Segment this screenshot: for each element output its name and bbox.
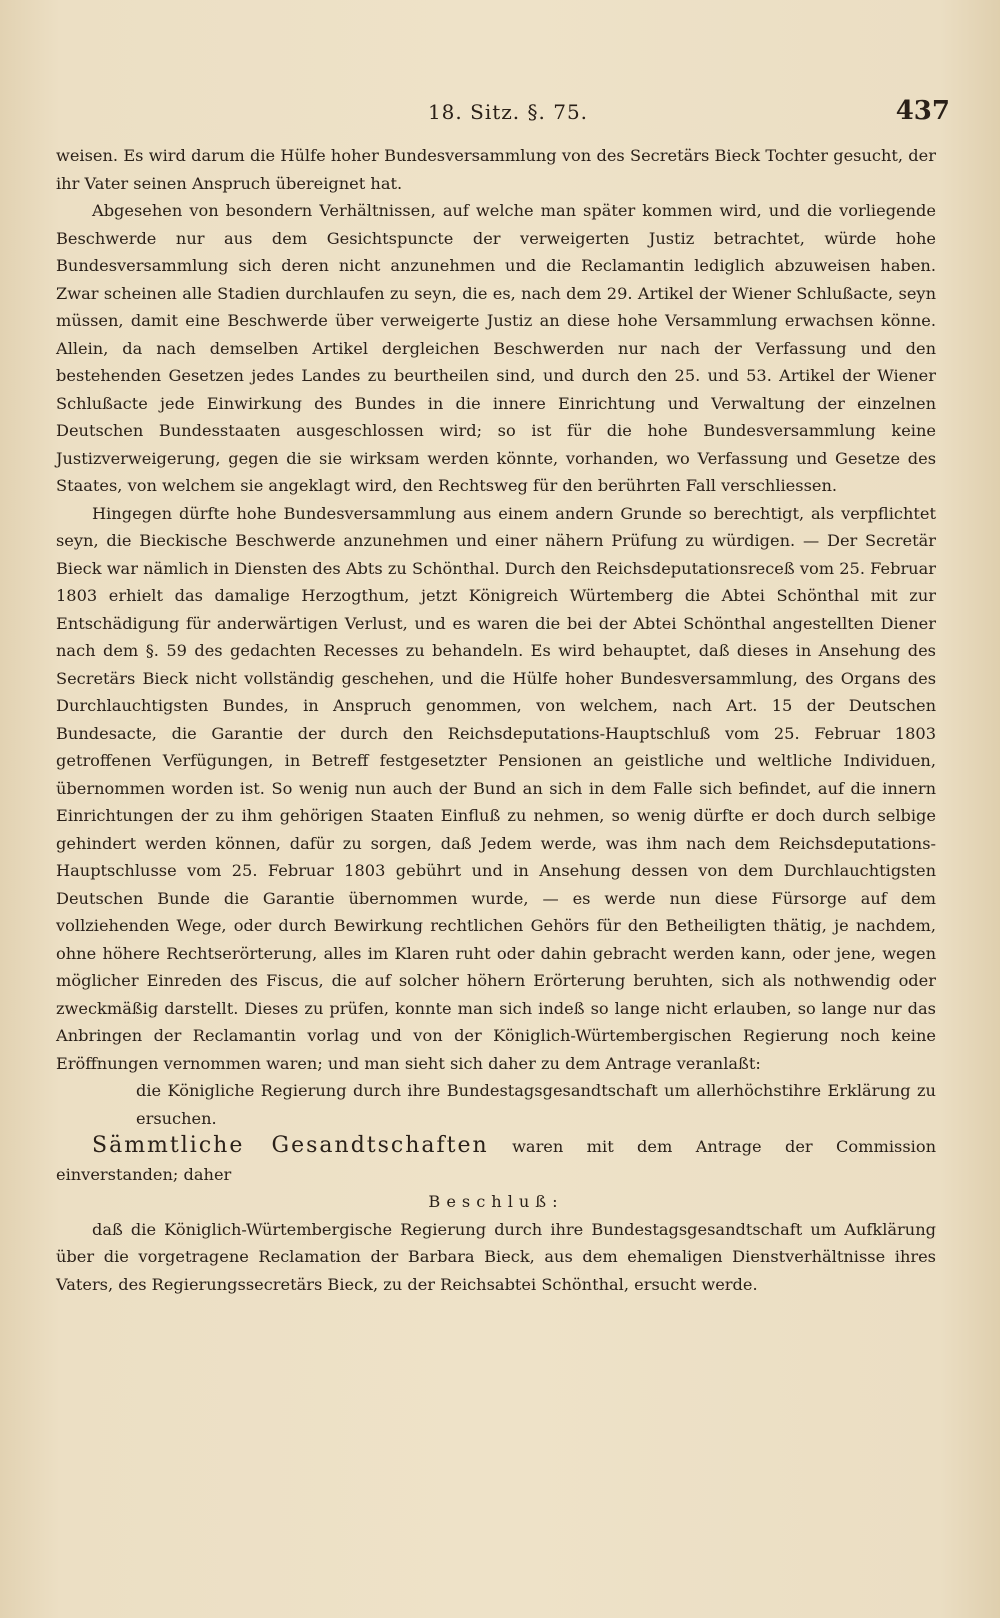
decision-text: daß die Königlich-Würtembergische Regierung durch ihre Bundestagsgesandtschaft um Aufklärung über die vorgetragene Reclamation der Barbara Bieck, aus dem ehemaligen Dienstverhältnisse ihres Vaters, des Regierungssecretärs Bieck, zu der Reichsabtei Schönthal, ersucht werde. — [56, 1219, 936, 1294]
vote-rest: waren mit dem Antrage der Commission einverstanden; daher — [56, 1137, 936, 1184]
motion-quote: die Königliche Regierung durch ihre Bundestagsgesandtschaft um allerhöchstihre Erklärung zu ersuchen. — [136, 1081, 936, 1128]
page-number: 437 — [895, 96, 950, 126]
page-header — [56, 96, 960, 136]
vote-paragraph — [56, 1132, 936, 1188]
vote-spaced-words: Sämmtliche Gesandtschaften — [92, 1133, 489, 1158]
paragraph: Abgesehen von besondern Verhältnissen, auf welche man später kommen wird, und die vorliegende Beschwerde nur aus dem Gesichtspuncte der verweigerten Justiz betrachtet, würde hohe Bundesversammlung sich deren nicht anzunehmen und die Reclamantin lediglich abzuweisen haben. Zwar scheinen alle Stadien durchlaufen zu seyn, die es, nach dem 29. Artikel der Wiener Schlußacte, seyn müssen, damit eine Beschwerde über verweigerte Justiz an diese hohe Versammlung erwachsen könne. Allein, da nach demselben Artikel dergleichen Beschwerden nur nach der Verfassung und den bestehenden Gesetzen jedes Landes zu beurtheilen sind, und durch den 25. und 53. Artikel der Wiener Schlußacte jede Einwirkung des Bundes in die innere Einrichtung und Verwaltung der einzelnen Deutschen Bundesstaaten ausgeschlossen wird; so ist für die hohe Bundesversammlung keine Justizverweigerung, gegen die sie wirksam werden könnte, vorhanden, wo Verfassung und Gesetze des Staates, von welchem sie angeklagt wird, den Rechtsweg für den berührten Fall verschliessen. — [56, 201, 936, 495]
body-text — [56, 142, 936, 1298]
paragraph: Hingegen dürfte hohe Bundesversammlung aus einem andern Grunde so berechtigt, als verpflichtet seyn, die Bieckische Beschwerde anzunehmen und einer nähern Prüfung zu würdigen. — Der Secretär Bieck war nämlich in Diensten des Abts zu Schönthal. Durch den Reichsdeputationsreceß vom 25. Februar 1803 erhielt das damalige Herzogthum, jetzt Königreich Würtemberg die Abtei Schönthal mit zur Entschädigung für anderwärtigen Verlust, und es waren die bei der Abtei Schönthal angestellten Diener nach dem §. 59 des gedachten Recesses zu behandeln. Es wird behauptet, daß dieses in Ansehung des Secretärs Bieck nicht vollständig geschehen, und die Hülfe hoher Bundesversammlung, des Organs des Durchlauchtigsten Bundes, in Anspruch genommen, von welchem, nach Art. 15 der Deutschen Bundesacte, die Garantie der durch den Reichsdeputations-Hauptschluß vom 25. Februar 1803 getroffenen Verfügungen, in Betreff festgesetzter Pensionen an geistliche und weltliche Individuen, übernommen worden ist. So wenig nun auch der Bund an sich in dem Falle sich befindet, auf die innern Einrichtungen der zu ihm gehörigen Staaten Einfluß zu nehmen, so wenig dürfte er doch durch selbige gehindert werden können, dafür zu sorgen, daß Jedem werde, was ihm nach dem Reichsdeputations-Hauptschlusse vom 25. Februar 1803 gebührt und in Ansehung dessen von dem Durchlauchtigsten Deutschen Bunde die Garantie übernommen wurde, — es werde nun diese Fürsorge auf dem vollziehenden Wege, oder durch Bewirkung rechtlichen Gehörs für den Betheiligten thätig, je nachdem, ohne höhere Rechtserörterung, alles im Klaren ruht oder dahin gebracht werden kann, oder jene, wegen möglicher Einreden des Fiscus, die auf solcher höhern Erörterung beruhten, sich als nothwendig oder zweckmäßig darstellt. Dieses zu prüfen, konnte man sich indeß so lange nicht erlauben, so lange nur das Anbringen der Reclamantin vorlag und von der Königlich-Würtembergischen Regierung noch keine Eröffnungen vernommen waren; und man sieht sich daher zu dem Antrage veranlaßt: — [56, 503, 936, 1073]
decision-heading: Beschluß: — [428, 1192, 564, 1211]
paragraph: weisen. Es wird darum die Hülfe hoher Bundesversammlung von des Secretärs Bieck Tochter gesucht, der ihr Vater seinen Anspruch übereignet hat. — [56, 146, 936, 193]
running-head: 18. Sitz. §. 75. — [427, 100, 589, 124]
